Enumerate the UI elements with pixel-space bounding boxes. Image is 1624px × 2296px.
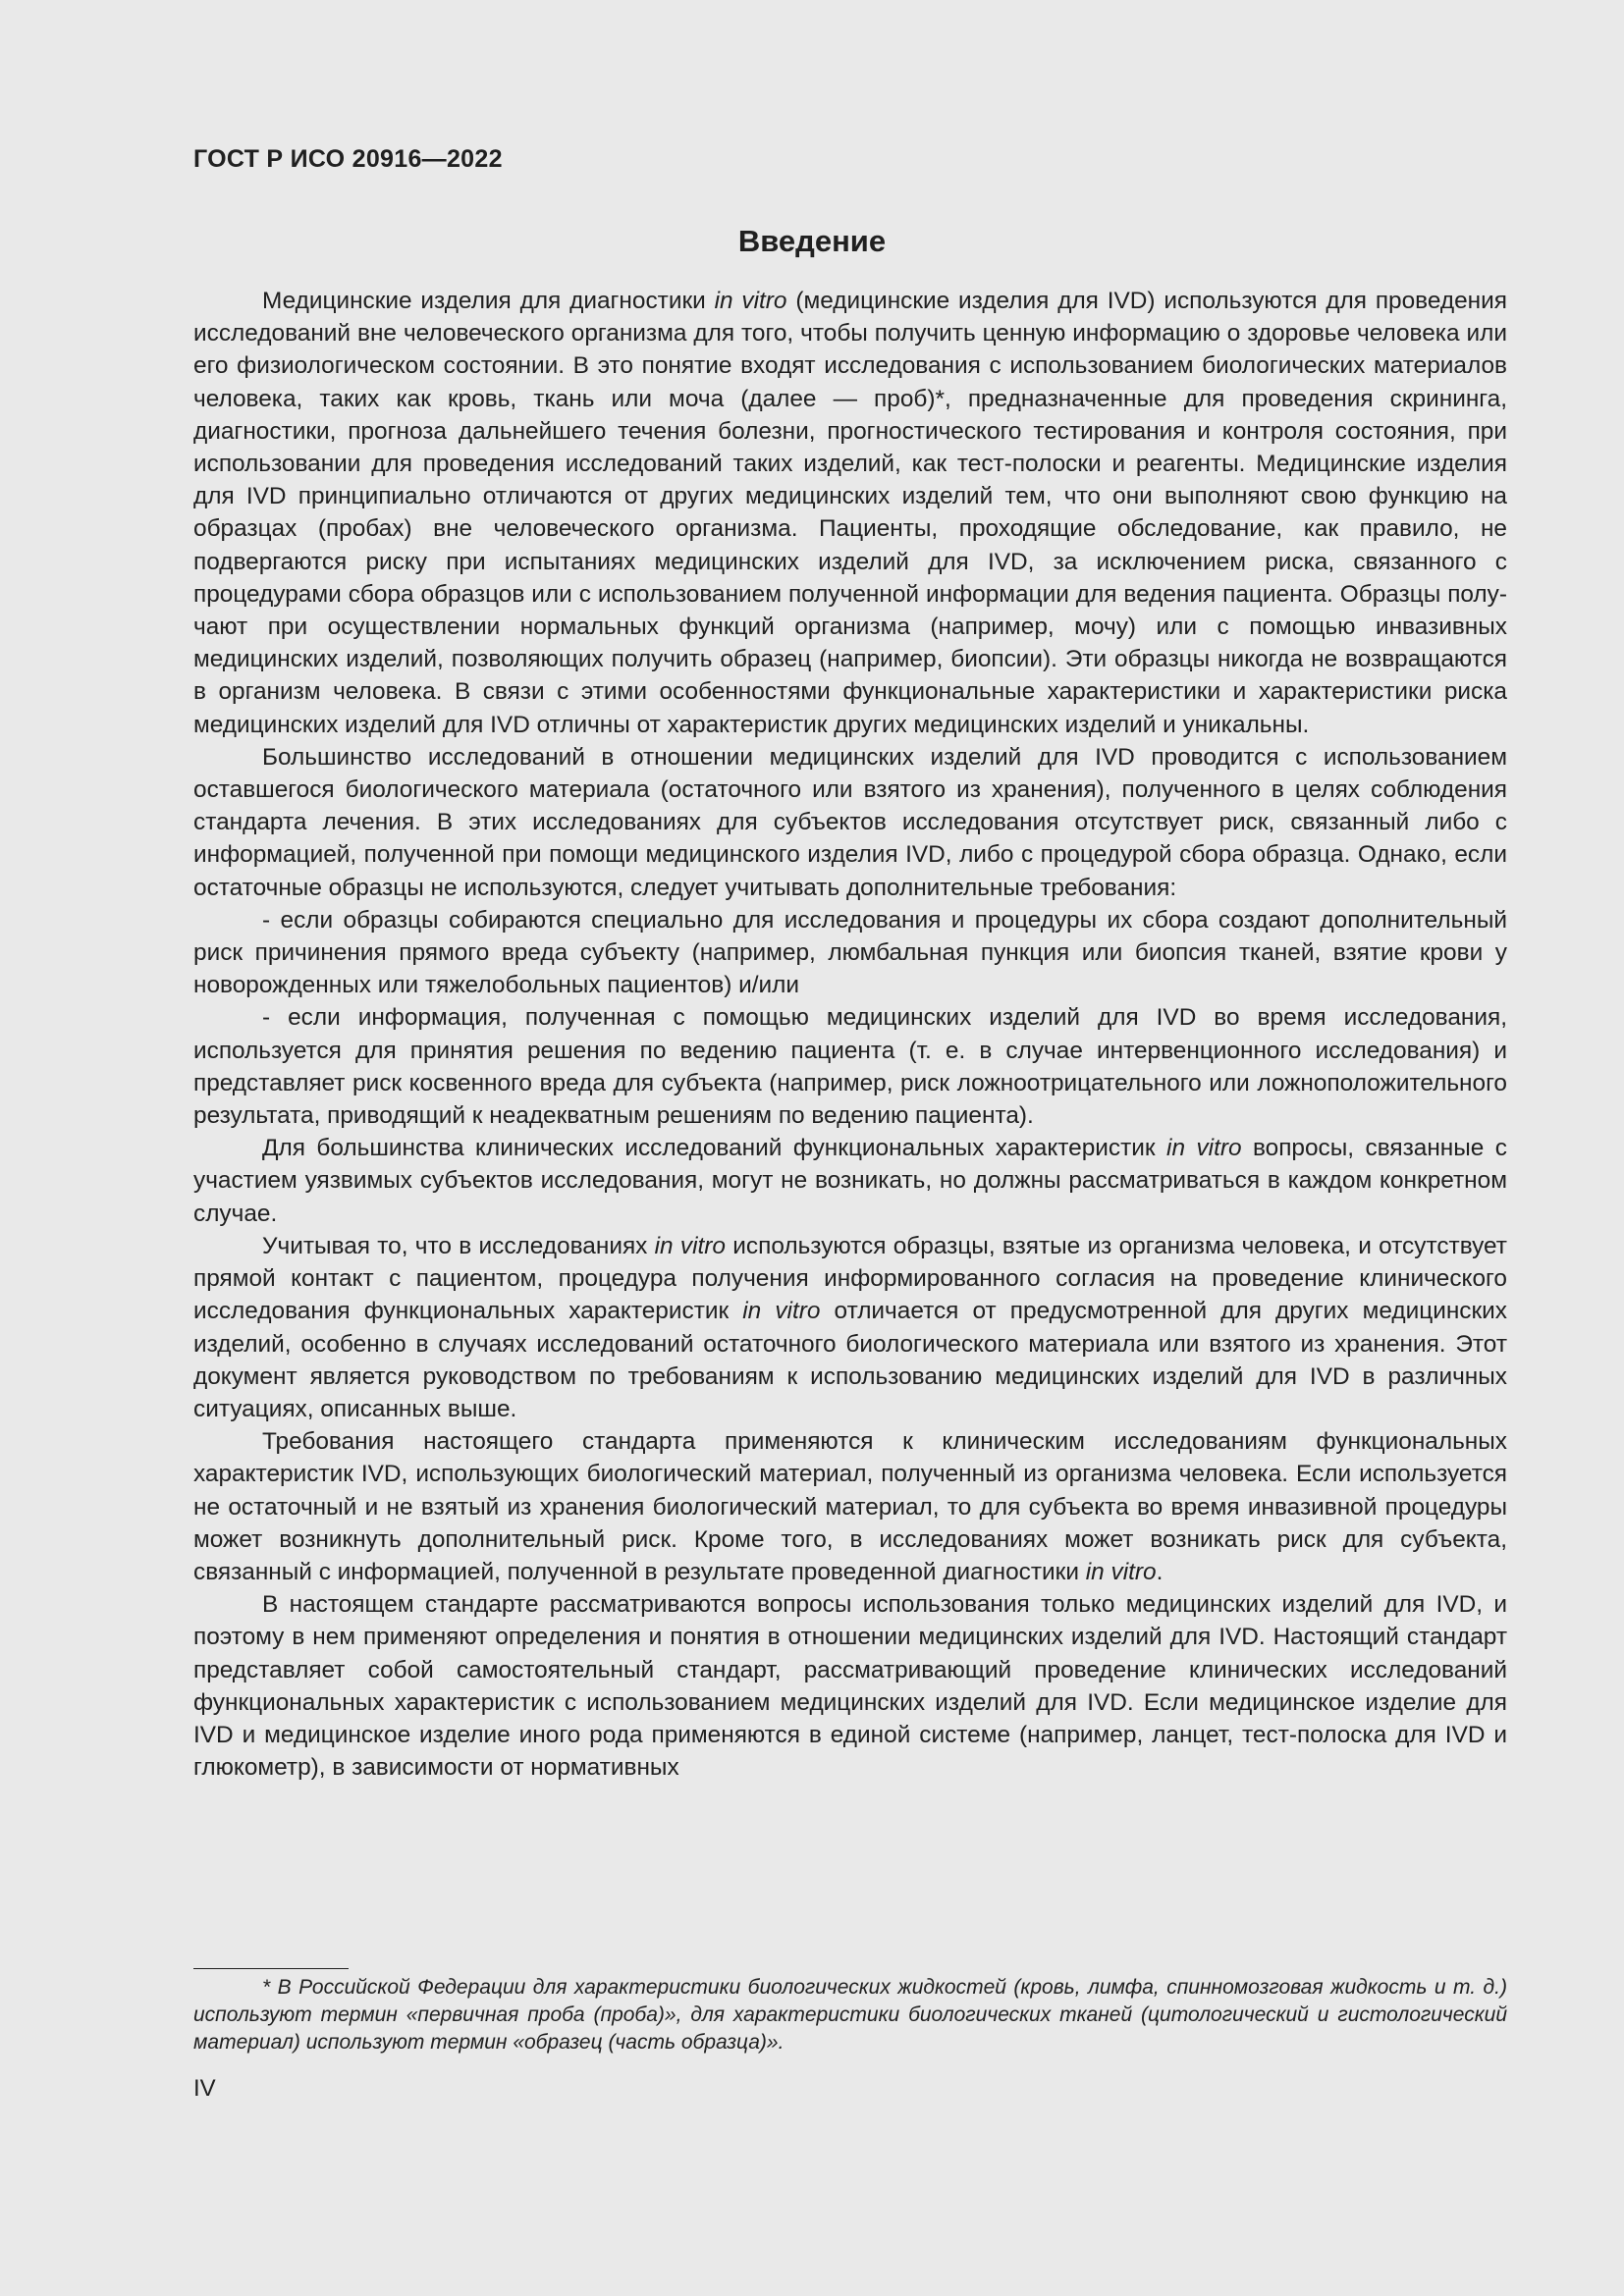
- footnote-separator: [193, 1968, 349, 1969]
- page-number: IV: [193, 2075, 216, 2102]
- italic-term: in vitro: [742, 1298, 821, 1325]
- section-title: Введение: [737, 224, 887, 258]
- paragraph-1: Медицинские изделия для диагностики in vitro (медицинские изделия для IVD) используются для проведения исследований вне человеческого организма для того, чтобы получить ценную информацию о здоровье человека или его физиологическом состоянии. В это понятие входят исследования с использованием биологических материалов человека, таких как кровь, ткань или моча (далее — проб)*, предназначенные для проведения скрининга, диагностики, прогноза дальнейшего течения болезни, прогностического тестирования и контроля состояния, при использовании для проведения исследований таких изделий, как тест-полоски и реагенты. Медицинские изделия для IVD принципиально отличаются от других медицинских изделий тем, что они выполняют свою функцию на образцах (пробах) вне человеческого организма. Пациенты, проходящие обследование, как правило, не подвергаются риску при испытаниях медицинских изделий для IVD, за исключением риска, связанного с процедурами сбора образцов или с использованием полученной информации для ведения пациента. Образцы получают при осуществлении нормальных функций организма (например, мочу) или с помощью инвазивных медицинских изделий, позволяющих получить образец (например, биопсии). Эти образцы никогда не возвращаются в организм человека. В связи с этими особенностями функциональные характеристики и характеристики риска медицинских изделий для IVD отличны от характеристик других медицинских изделий и уникальны.: [193, 288, 1507, 738]
- list-item-1: - если образцы собираются специально для исследования и процедуры их сбора создают дополнительный риск причинения прямого вреда субъекту (например, люмбальная пункция или биопсия тканей, взятие крови у новорожденных или тяжелобольных пациентов) и/или: [193, 906, 1507, 999]
- italic-term: in vitro: [1085, 1558, 1157, 1585]
- paragraph-5: Требования настоящего стандарта применяются к клиническим исследованиям функциональных характеристик IVD, использующих биологический материал, полученный из организма человека. Если используется не остаточный и не взятый из хранения биологический материал, то для субъекта во время инвазивной процедуры может возникнуть дополнительный риск. Кроме того, в исследованиях может возникать риск для субъекта, связанный с информацией, полученной в результате проведенной диагностики in vitro.: [193, 1428, 1507, 1585]
- paragraph-4: Учитывая то, что в исследованиях in vitro используются образцы, взятые из организма человека, и отсутствует прямой контакт с пациентом, процедура получения информированного согласия на проведение клинического исследования функциональных характеристик in vitro отличается от предусмотренной для других медицинских изделий, особенно в случаях исследований остаточного биологического материала или взятого из хранения. Этот документ является руководством по требованиям к использованию медицинских изделий для IVD в различных ситуациях, описанных выше.: [193, 1232, 1507, 1422]
- paragraph-6: В настоящем стандарте рассматриваются вопросы использования только медицинских изделий для IVD, и поэтому в нем применяют определения и понятия в отношении медицинских изделий для IVD. Настоящий стандарт представляет собой самостоятельный стандарт, рассматривающий проведение клинических исследований функциональных характеристик с использованием медицинских изделий для IVD. Если медицинское изделие для IVD и медицинское изделие иного рода применяются в единой системе (например, ланцет, тест-полоска для IVD и глюкометр), в зависимости от нормативных: [193, 1591, 1507, 1782]
- paragraph-2: Большинство исследований в отношении медицинских изделий для IVD проводится с использованием оставшегося биологического материала (остаточного или взятого из хранения), полученного в целях соблюдения стандарта лечения. В этих исследованиях для субъектов исследования отсутствует риск, связанный либо с информацией, полученной при помощи медицинского изделия IVD, либо с процедурой сбора образца. Однако, если остаточные образцы не используются, следует учитывать дополнительные требования:: [193, 743, 1507, 901]
- paragraph-3: Для большинства клинических исследований функциональных характеристик in vitro вопросы, связанные с участием уязвимых субъектов исследования, могут не возникать, но должны рассматриваться в каждом конкретном случае.: [193, 1135, 1507, 1227]
- list-item-2: - если информация, полученная с помощью медицинских изделий для IVD во время исследования, используется для принятия решения по ведению пациента (т. е. в случае интервенционного исследования) и представляет риск косвенного вреда для субъекта (например, риск ложноотрицательного или ложноположительного результата, приводящий к неадекватным решениям по ведению пациента).: [193, 1004, 1507, 1130]
- document-code-header: ГОСТ Р ИСО 20916—2022: [193, 145, 503, 173]
- italic-term: in vitro: [1166, 1135, 1242, 1162]
- body-text: [193, 285, 1507, 1784]
- italic-term: in vitro: [714, 288, 787, 314]
- footnote: * В Российской Федерации для характеристики биологических жидкостей (кровь, лимфа, спинномозговая жидкость и т. д.) используют термин «первичная проба (проба)», для характеристики биологических тканей (цитологический и гистологический материал) используют термин «образец (часть образца)».: [193, 1976, 1507, 2054]
- italic-term: in vitro: [654, 1232, 726, 1259]
